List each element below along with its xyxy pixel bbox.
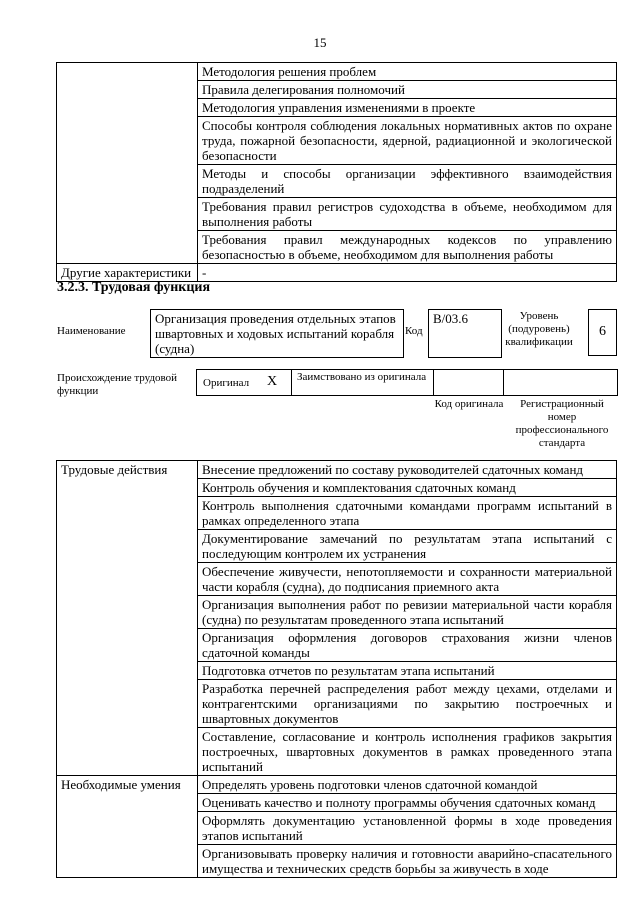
code-box: B/03.6 [428,309,502,358]
knowledge-item: Способы контроля соблюдения локальных нормативных актов по охране труда, пожарной безопасности, ядерной, радиационной и экологической безопасности [198,117,617,165]
borrowed-label: Заимствовано из оригинала [297,371,427,383]
labor-action-item: Обеспечение живучести, непотопляемости и сохранности материальной части корабля (судна), до подписания приемного акта [198,563,617,596]
code-original-caption: Код оригинала [434,398,504,410]
original-mark: X [267,374,278,389]
knowledge-item: Требования правил регистров судоходства в объеме, необходимом для выполнения работы [198,198,617,231]
skill-item: Организовывать проверку наличия и готовности аварийно-спасательного имущества и технических средств борьбы за живучесть в ходе [198,845,617,878]
labor-action-item: Подготовка отчетов по результатам этапа испытаний [198,662,617,680]
labor-action-item: Внесение предложений по составу руководителей сдаточных команд [198,461,617,479]
labor-action-item: Организация оформления договоров страхования жизни членов сдаточной команды [198,629,617,662]
required-skills-label: Необходимые умения [57,776,198,878]
qualification-level-label: Уровень (подуровень) квалификации [505,310,573,348]
labor-function-table [56,460,617,878]
labor-action-item: Разработка перечней распределения работ между цехами, отделами и контрагентскими организациями по закрытию построечных и швартовных документов [198,680,617,728]
divider [503,370,504,395]
labor-action-item: Документирование замечаний по результатам этапа испытаний с последующим контролем их устранения [198,530,617,563]
knowledge-item: Требования правил международных кодексов по управлению безопасностью в объеме, необходимом для выполнения работы [198,231,617,264]
section-title: 3.2.3. Трудовая функция [57,280,211,295]
knowledge-label-cell [57,63,198,264]
knowledge-item: Методология управления изменениями в проекте [198,99,617,117]
labor-action-item: Контроль выполнения сдаточными командами программ испытаний в рамках определенного этапа [198,497,617,530]
labor-action-item: Организация выполнения работ по ревизии материальной части корабля (судна) по результатам проведенного этапа испытаний [198,596,617,629]
divider [433,370,434,395]
code-label: Код [405,325,423,337]
knowledge-table [56,62,617,282]
knowledge-item: Методы и способы организации эффективного взаимодействия подразделений [198,165,617,198]
page-number: 15 [313,35,327,50]
origin-row [196,369,618,396]
skill-item: Оценивать качество и полноту программы обучения сдаточных команд [198,794,617,812]
original-label: Оригинал [203,377,250,389]
divider [291,370,292,395]
qualification-level-box: 6 [588,309,617,356]
name-label: Наименование [57,325,126,337]
labor-actions-label: Трудовые действия [57,461,198,776]
labor-action-item: Составление, согласование и контроль исполнения графиков закрытия построечных, швартовных документов в рамках проведенного этапа испытаний [198,728,617,776]
skill-item: Оформлять документацию установленной формы в ходе проведения этапов испытаний [198,812,617,845]
other-characteristics-value: - [198,264,617,282]
labor-action-item: Контроль обучения и комплектования сдаточных команд [198,479,617,497]
knowledge-item: Правила делегирования полномочий [198,81,617,99]
skill-item: Определять уровень подготовки членов сдаточной командой [198,776,617,794]
origin-label: Происхождение трудовой функции [57,372,178,397]
knowledge-item: Методология решения проблем [198,63,617,81]
registration-number-caption: Регистрационный номер профессионального стандарта [515,398,609,449]
function-name-box: Организация проведения отдельных этапов швартовных и ходовых испытаний корабля (судна) [150,309,404,358]
other-characteristics-label: Другие характеристики [57,264,198,282]
